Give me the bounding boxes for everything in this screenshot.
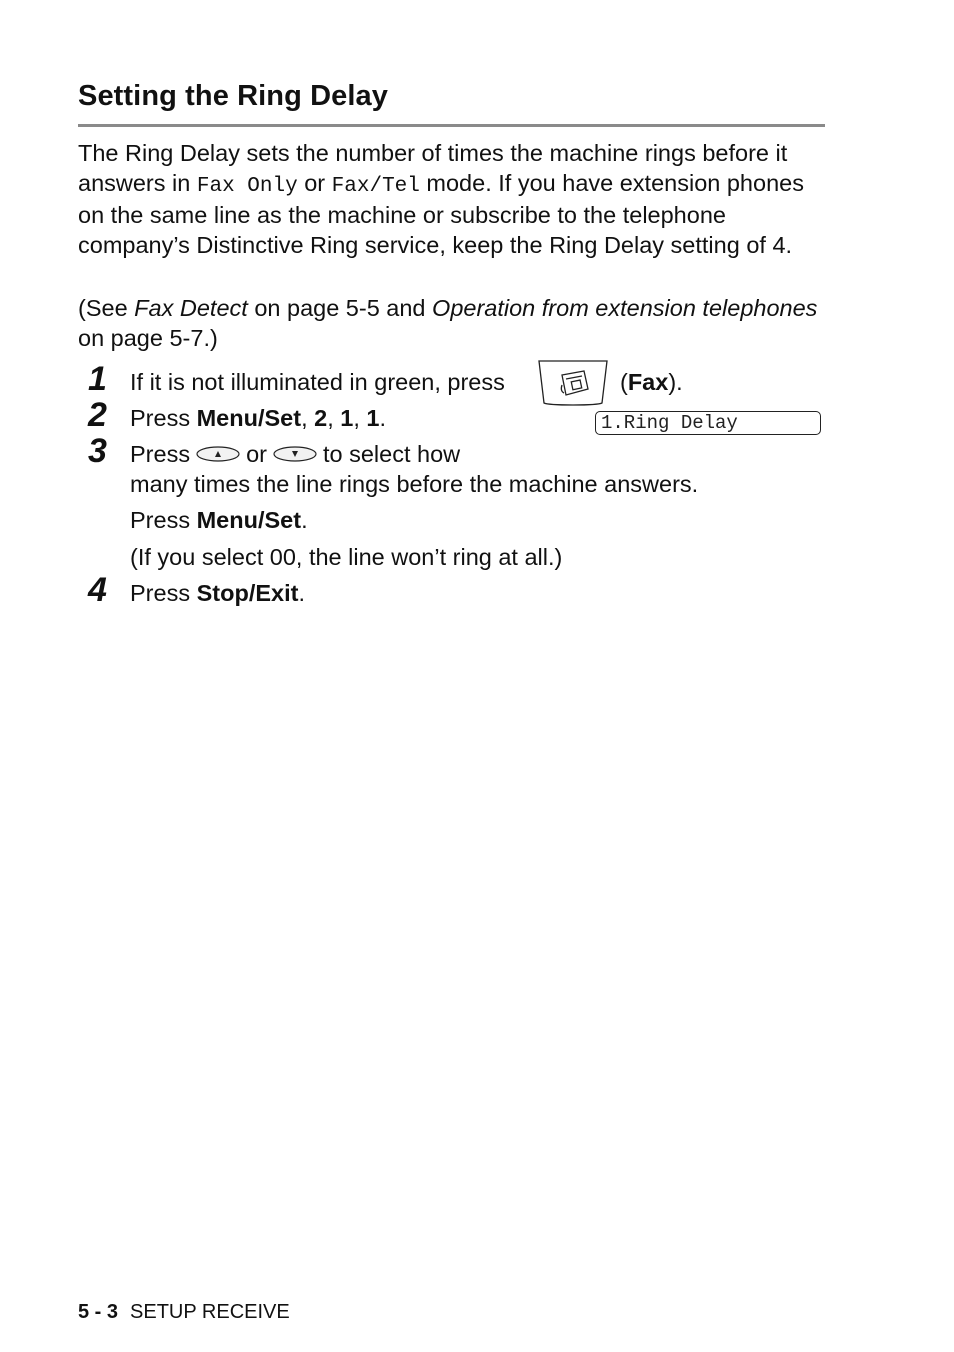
step-3-note: (If you select 00, the line won’t ring at all.) <box>130 544 563 570</box>
step-1-number: 1 <box>88 360 107 398</box>
step-1-fax-label: (Fax). <box>620 369 683 395</box>
page-number: 5 - 3 <box>78 1301 119 1323</box>
step-3-press: Press Menu/Set. <box>130 507 308 533</box>
step-3-line1: Press or to select how <box>130 441 461 467</box>
section-name: SETUP RECEIVE <box>130 1301 290 1323</box>
step-1-text: If it is not illuminated in green, press <box>130 369 505 395</box>
fax-key-label: Fax <box>627 369 669 395</box>
down-arrow-key-icon <box>273 446 317 462</box>
mode-fax-only: Fax Only <box>196 174 298 198</box>
intro-paragraph: The Ring Delay sets the number of times the machine rings before it answers in Fax Only or Fax/Tel mode. If you have extension phones on the same line as the machine or subscribe to the telephone company’s Distinctive Ring service, keep the Ring Delay setting of 4. <box>78 140 804 258</box>
step-4-text: Press Stop/Exit. <box>130 580 305 606</box>
menu-set-key: Menu/Set <box>196 405 302 431</box>
title-rule <box>78 124 825 127</box>
menu-set-key: Menu/Set <box>196 507 302 533</box>
fax-key-icon <box>536 359 610 407</box>
page-title: Setting the Ring Delay <box>78 80 388 112</box>
lcd-display: 1.Ring Delay <box>595 411 821 435</box>
ref-operation-extension: Operation from extension telephones <box>432 295 818 321</box>
step-4-number: 4 <box>88 571 107 609</box>
up-arrow-key-icon <box>196 446 240 462</box>
stop-exit-key: Stop/Exit <box>196 580 299 606</box>
step-3-line2: many times the line rings before the machine answers. <box>130 471 699 497</box>
step-2-text: Press Menu/Set, 2, 1, 1. <box>130 405 387 431</box>
mode-fax-tel: Fax/Tel <box>331 174 420 198</box>
page-footer <box>78 1301 290 1324</box>
ref-fax-detect: Fax Detect <box>134 295 248 321</box>
step-3-number: 3 <box>88 432 107 470</box>
see-also-paragraph: (See Fax Detect on page 5-5 and Operation from extension telephones on page 5-7.) <box>78 295 818 351</box>
step-2-number: 2 <box>88 396 107 434</box>
